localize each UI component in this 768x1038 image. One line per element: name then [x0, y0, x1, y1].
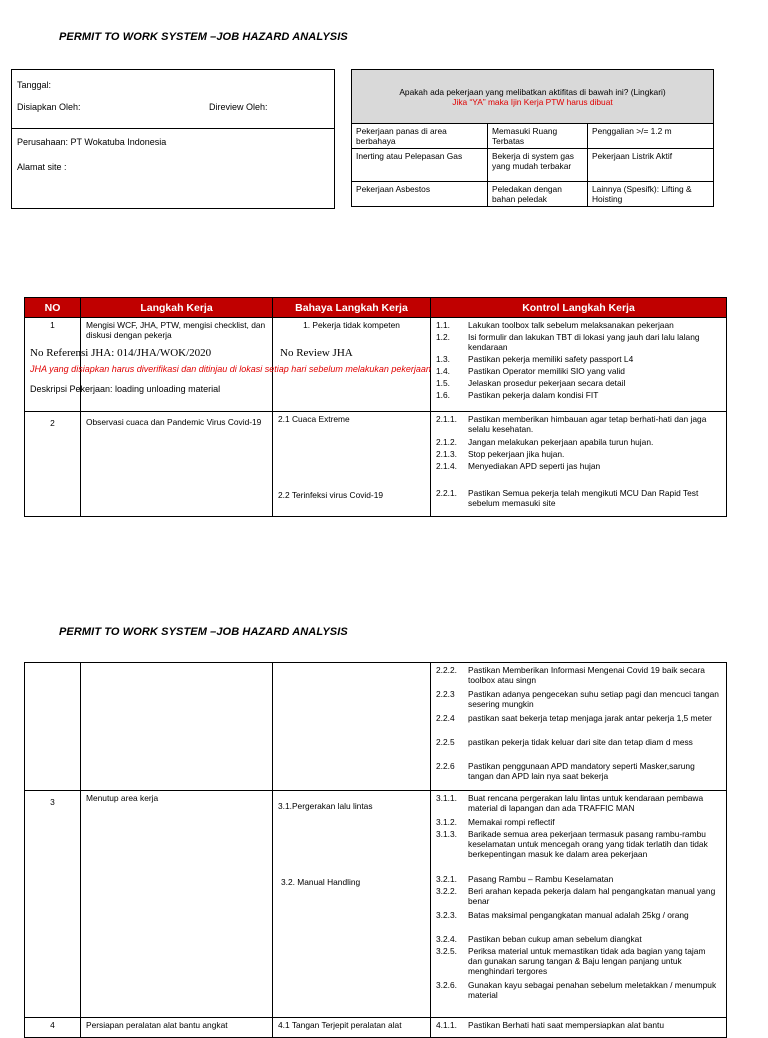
control-num: 1.4.	[436, 366, 450, 376]
control-num: 2.2.3	[436, 689, 455, 699]
row-no	[25, 663, 81, 791]
control-text: Memakai rompi reflectif	[468, 817, 555, 827]
control-num: 2.1.1.	[436, 414, 457, 424]
divider	[12, 128, 334, 129]
control-text: Gunakan kayu sebagai penahan sebelum meletakkan / menumpuk material	[468, 980, 717, 1000]
control-num: 2.1.3.	[436, 449, 457, 459]
control-num: 1.5.	[436, 378, 450, 388]
page-title: PERMIT TO WORK SYSTEM –JOB HAZARD ANALYSIS	[59, 31, 348, 43]
activity-header	[352, 70, 714, 124]
control-text: Barikade semua area pekerjaan termasuk pasang rambu-rambu keselamatan untuk mencegah orang yang tidak terlatih dan tidak berkepentingan masuk ke dalam area pekerjaan	[468, 829, 708, 859]
info-box	[11, 69, 335, 209]
row-controls	[431, 1018, 727, 1038]
control-text: Beri arahan kepada pekerja dalam hal pengangkatan manual yang benar	[468, 886, 716, 906]
review-number: No Review JHA	[280, 347, 353, 359]
control-text: Pastikan pekerja memiliki safety passport L4	[468, 354, 634, 364]
hazard-a: 3.1.Pergerakan lalu lintas	[278, 801, 373, 811]
control-text: Isi formulir dan lakukan TBT di lokasi yang jauh dari lalu lalang kendaraan	[468, 332, 700, 352]
tanggal-label: Tanggal:	[17, 80, 52, 90]
control-text: Buat rencana pergerakan lalu lintas untuk kendaraan pembawa material di lapangan dan ada TRAFFIC MAN	[468, 793, 704, 813]
header-kontrol: Kontrol Langkah Kerja	[431, 298, 727, 318]
activity-cell: Pekerjaan panas di area berbahaya	[352, 124, 488, 149]
row-hazard	[273, 791, 431, 1018]
control-num: 2.2.2.	[436, 665, 457, 675]
activity-cell: Inerting atau Pelepasan Gas	[352, 149, 488, 182]
control-num: 1.3.	[436, 354, 450, 364]
hazard-b: 3.2. Manual Handling	[281, 877, 361, 887]
row-no: 3	[25, 791, 81, 1018]
activity-cell: Peledakan dengan bahan peledak	[488, 182, 588, 207]
control-num: 3.1.3.	[436, 829, 457, 839]
control-num: 4.1.1.	[436, 1020, 457, 1030]
control-text: pastikan pekerja tidak keluar dari site dan tetap diam d mess	[468, 737, 693, 747]
perusahaan-label: Perusahaan: PT Wokatuba Indonesia	[17, 137, 167, 147]
row-hazard: 4.1 Tangan Terjepit peralatan alat	[273, 1018, 431, 1038]
control-num: 2.1.4.	[436, 461, 457, 471]
control-num: 1.2.	[436, 332, 450, 342]
control-num: 2.2.6	[436, 761, 455, 771]
control-text: Batas maksimal pengangkatan manual adalah 25kg / orang	[468, 910, 689, 920]
control-num: 2.2.4	[436, 713, 455, 723]
activity-cell: Bekerja di system gas yang mudah terbakar	[488, 149, 588, 182]
control-num: 3.2.6.	[436, 980, 457, 990]
activity-cell: Penggalian >/= 1.2 m	[588, 124, 714, 149]
activity-cell: Pekerjaan Asbestos	[352, 182, 488, 207]
control-text: Pasang Rambu – Rambu Keselamatan	[468, 874, 614, 884]
control-text: Pastikan Operator memiliki SIO yang valid	[468, 366, 625, 376]
control-num: 1.6.	[436, 390, 450, 400]
control-text: Pastikan memberikan himbauan agar tetap berhati-hati dan jaga selalu kesehatan.	[468, 414, 707, 434]
row-controls	[431, 663, 727, 791]
row-step	[81, 663, 273, 791]
control-text: Pastikan Memberikan Informasi Mengenai Covid 19 baik secara toolbox atau singn	[468, 665, 705, 685]
activity-note: Jika “YA” maka Ijin Kerja PTW harus dibuat	[452, 96, 613, 107]
control-num: 2.2.1.	[436, 488, 457, 498]
header-no: NO	[25, 298, 81, 318]
jha-table-continued	[24, 662, 727, 1038]
control-text: Pastikan Semua pekerja telah mengikuti MCU Dan Rapid Test sebelum memasuki site	[468, 488, 699, 508]
header-bahaya: Bahaya Langkah Kerja	[273, 298, 431, 318]
control-num: 1.1.	[436, 320, 450, 330]
control-text: Pastikan Berhati hati saat mempersiapkan alat bantu	[468, 1020, 664, 1030]
row-hazard	[273, 663, 431, 791]
row-no: 4	[25, 1018, 81, 1038]
row-step: Menutup area kerja	[81, 791, 273, 1018]
control-text: Pastikan adanya pengecekan suhu setiap pagi dan mencuci tangan sesering mungkin	[468, 689, 719, 709]
row-step: Persiapan peralatan alat bantu angkat	[81, 1018, 273, 1038]
control-num: 3.2.1.	[436, 874, 457, 884]
activity-cell: Pekerjaan Listrik Aktif	[588, 149, 714, 182]
control-num: 3.2.3.	[436, 910, 457, 920]
row-controls	[431, 791, 727, 1018]
row-step: Mengisi WCF, JHA, PTW, mengisi checklist, dan diskusi dengan pekerja	[81, 318, 273, 412]
hazard-a: 2.1 Cuaca Extreme	[278, 414, 350, 424]
disiapkan-label: Disiapkan Oleh:	[17, 102, 81, 112]
control-num: 3.1.2.	[436, 817, 457, 827]
job-description: Deskripsi Pekerjaan: loading unloading material	[30, 384, 221, 394]
page2-title: PERMIT TO WORK SYSTEM –JOB HAZARD ANALYSIS	[59, 626, 348, 638]
control-num: 3.1.1.	[436, 793, 457, 803]
hazard-b: 2.2 Terinfeksi virus Covid-19	[278, 490, 384, 500]
control-num: 2.2.5	[436, 737, 455, 747]
control-text: Jangan melakukan pekerjaan apabila turun hujan.	[468, 437, 654, 447]
alamat-label: Alamat site :	[17, 162, 67, 172]
verification-note: JHA yang disiapkan harus diverifikasi dan ditinjau di lokasi setiap hari sebelum melakukan pekerjaan	[30, 364, 431, 374]
activity-cell: Memasuki Ruang Terbatas	[488, 124, 588, 149]
row-no: 2	[25, 412, 81, 517]
jha-table	[24, 297, 727, 517]
control-text: Pastikan pekerja dalam kondisi FIT	[468, 390, 599, 400]
row-hazard: 1. Pekerja tidak kompeten	[273, 318, 431, 412]
row-controls	[431, 412, 727, 517]
control-text: Periksa material untuk memastikan tidak ada bagian yang tajam dan gunakan sarung tangan & Baju lengan panjang untuk menghindari tergores	[468, 946, 706, 976]
control-text: Pastikan beban cukup aman sebelum diangkat	[468, 934, 642, 944]
control-text: Jelaskan prosedur pekerjaan secara detail	[468, 378, 626, 388]
ref-number: No Referensi JHA: 014/JHA/WOK/2020	[30, 347, 212, 359]
direview-label: Direview Oleh:	[209, 102, 268, 112]
row-step: Observasi cuaca dan Pandemic Virus Covid-19	[81, 412, 273, 517]
activity-question: Apakah ada pekerjaan yang melibatkan aktifitas di bawah ini? (Lingkari)	[399, 86, 666, 97]
row-no: 1	[25, 318, 81, 412]
activity-table	[351, 69, 714, 207]
control-num: 2.1.2.	[436, 437, 457, 447]
control-num: 3.2.4.	[436, 934, 457, 944]
reference-overlay	[24, 340, 504, 404]
control-num: 3.2.2.	[436, 886, 457, 896]
control-text: Stop pekerjaan jika hujan.	[468, 449, 565, 459]
control-text: Lakukan toolbox talk sebelum melaksanakan pekerjaan	[468, 320, 674, 330]
control-num: 3.2.5.	[436, 946, 457, 956]
control-text: Menyediakan APD seperti jas hujan	[468, 461, 601, 471]
row-hazard	[273, 412, 431, 517]
activity-cell: Lainnya (Spesifk): Lifting & Hoisting	[588, 182, 714, 207]
header-langkah: Langkah Kerja	[81, 298, 273, 318]
control-text: pastikan saat bekerja tetap menjaga jarak antar pekerja 1,5 meter	[468, 713, 712, 723]
control-text: Pastikan penggunaan APD mandatory seperti Masker,sarung tangan dan APD lain nya saat bekerja	[468, 761, 695, 781]
